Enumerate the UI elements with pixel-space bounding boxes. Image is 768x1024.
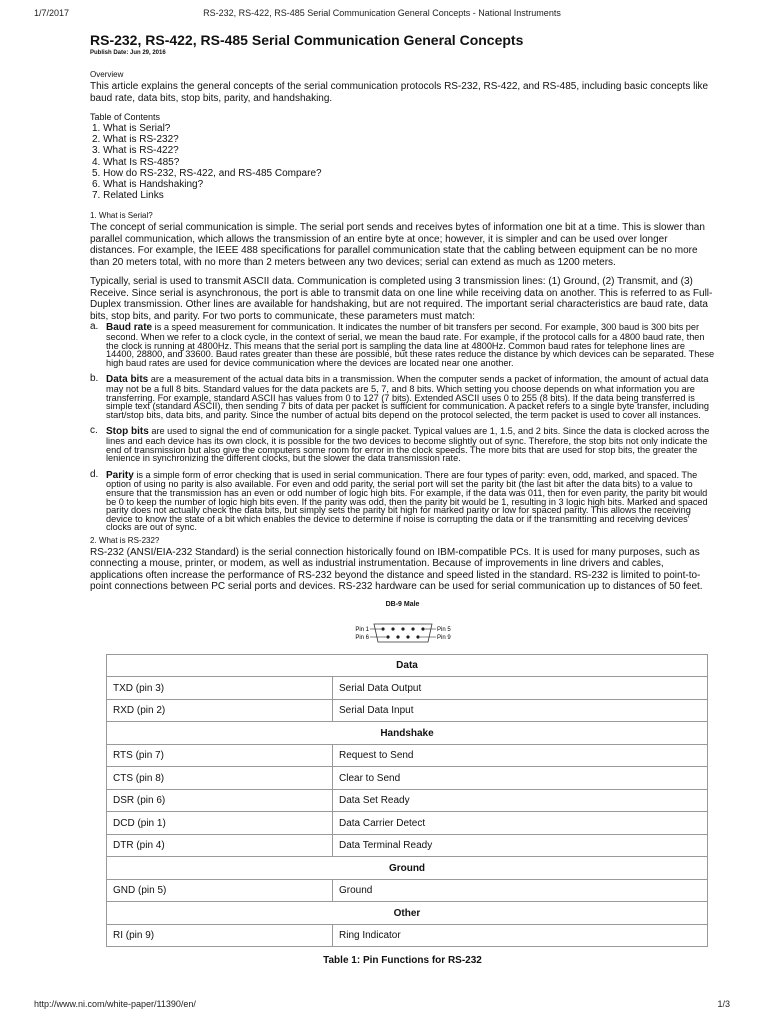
signal-cell: GND (pin 5) bbox=[107, 879, 333, 902]
table-group-row bbox=[107, 857, 708, 880]
toc-link[interactable]: 3. What is RS-422? bbox=[92, 145, 179, 157]
toc-link[interactable]: 4. What Is RS-485? bbox=[92, 156, 180, 168]
table-row bbox=[107, 812, 708, 835]
serial-characteristics-list bbox=[90, 323, 715, 531]
table-row bbox=[107, 744, 708, 767]
table-caption: Table 1: Pin Functions for RS-232 bbox=[323, 955, 482, 967]
table-group-row bbox=[107, 722, 708, 745]
pin-label-9: Pin 9 bbox=[436, 634, 451, 641]
print-header bbox=[34, 8, 730, 22]
print-date: 1/7/2017 bbox=[34, 8, 70, 18]
table-of-contents bbox=[90, 123, 715, 201]
connector-outline bbox=[374, 624, 432, 642]
signal-cell: DSR (pin 6) bbox=[107, 789, 333, 812]
overview-text: This article explains the general concepts of the serial communication protocols RS-232, RS-422, and RS-485, including basic concepts like baud rate, data bits, stop bits, parity, and handshaking. bbox=[90, 81, 709, 104]
figure-title: DB-9 Male bbox=[385, 600, 420, 608]
pin-label-6: Pin 6 bbox=[354, 634, 369, 641]
article bbox=[90, 32, 715, 966]
group-header: Ground bbox=[107, 857, 708, 880]
page-title: RS-232, RS-422, RS-485 Serial Communication General Concepts bbox=[90, 32, 524, 48]
signal-cell: RI (pin 9) bbox=[107, 924, 333, 947]
db9-connector-diagram bbox=[348, 622, 458, 644]
function-cell: Serial Data Output bbox=[333, 677, 708, 700]
term: Parity bbox=[106, 469, 134, 481]
function-cell: Data Set Ready bbox=[333, 789, 708, 812]
list-item bbox=[90, 373, 715, 420]
function-cell: Data Terminal Ready bbox=[333, 834, 708, 857]
pin-functions-table bbox=[106, 654, 708, 948]
definition: is a speed measurement for communication. It indicates the number of bit transfers per second. For example, 300 baud is 300 bits per second. When we refer to a clock cycle, in the context of serial, we mean the baud rate. For example, if the protocol calls for a 4800 baud rate, then the clock is running at 4800Hz. This means that the serial port is sampling the data line at 4800Hz. Common baud rates for telephone lines are 14400, 28800, and 33600. Baud rates greater than these are possible, but these rates reduce the distance by which devices can be separated. These high baud rates are used for device communication where the devices are located near one another. bbox=[106, 322, 715, 368]
table-group-row bbox=[107, 654, 708, 677]
table-group-row bbox=[107, 902, 708, 925]
list-marker: b. bbox=[90, 373, 99, 385]
function-cell: Ring Indicator bbox=[333, 924, 708, 947]
print-title: RS-232, RS-422, RS-485 Serial Communication General Concepts - National Instruments bbox=[203, 8, 561, 18]
term: Stop bits bbox=[106, 426, 149, 438]
list-item bbox=[90, 468, 715, 533]
paragraph: Typically, serial is used to transmit ASCII data. Communication is completed using 3 transmission lines: (1) Ground, (2) Transmit, and (3) Receive. Since serial is asynchronous, the port is able to transmit data on one line while receiving data on another. This is referred to as Full-Duplex transmission. Other lines are available for handshaking, but are not required. The important serial characteristics are baud rate, data bits, stop bits, and parity. For two ports to communicate, these parameters must match: bbox=[90, 276, 713, 322]
paragraph: The concept of serial communication is simple. The serial port sends and receives bytes of information one bit at a time. This is slower than parallel communication, which allows the transmission of an entire byte at once; however, it is simpler and can be used over longer distances. For example, the IEEE 488 specifications for parallel communication state that the cabling between equipment can be no more than 20 meters total, with no more than 2 meters between any two devices; serial can extend as much as 1200 meters. bbox=[90, 222, 705, 268]
pin-dots bbox=[381, 627, 424, 638]
signal-cell: DCD (pin 1) bbox=[107, 812, 333, 835]
list-item bbox=[90, 425, 715, 464]
group-header: Data bbox=[107, 654, 708, 677]
definition: are a measurement of the actual data bits in a transmission. When the computer sends a packet of information, the amount of actual data may not be a full 8 bits. Standard values for the data packets are 5, 7, and 8 bits. Which setting you choose depends on what information you are transferring. For example, standard ASCII has values from 0 to 127 (7 bits). Extended ASCII uses 0 to 255 (8 bits). If the data being transferred is simple text (standard ASCII), then sending 7 bits of data per packet is sufficient for communication. A packet refers to a single byte transfer, including start/stop bits, data bits, and parity. Since the number of actual bits depend on the protocol selected, the term packet is used to cover all instances. bbox=[106, 374, 709, 420]
term: Data bits bbox=[106, 374, 149, 386]
function-cell: Ground bbox=[333, 879, 708, 902]
print-footer bbox=[34, 999, 730, 1013]
toc-link[interactable]: 7. Related Links bbox=[92, 190, 164, 202]
toc-heading: Table of Contents bbox=[90, 112, 161, 122]
list-marker: d. bbox=[90, 468, 99, 480]
function-cell: Clear to Send bbox=[333, 767, 708, 790]
function-cell: Serial Data Input bbox=[333, 699, 708, 722]
section-heading: 2. What is RS-232? bbox=[90, 535, 160, 545]
list-item bbox=[90, 321, 715, 368]
function-cell: Request to Send bbox=[333, 744, 708, 767]
print-page-number: 1/3 bbox=[717, 999, 730, 1009]
signal-cell: RXD (pin 2) bbox=[107, 699, 333, 722]
toc-link[interactable]: 5. How do RS-232, RS-422, and RS-485 Compare? bbox=[92, 167, 322, 179]
group-header: Handshake bbox=[107, 722, 708, 745]
table-row bbox=[107, 924, 708, 947]
toc-link[interactable]: 1. What is Serial? bbox=[92, 123, 171, 134]
toc-link[interactable]: 6. What is Handshaking? bbox=[92, 179, 204, 191]
signal-cell: DTR (pin 4) bbox=[107, 834, 333, 857]
table-row bbox=[107, 677, 708, 700]
table-row bbox=[107, 699, 708, 722]
print-url: http://www.ni.com/white-paper/11390/en/ bbox=[34, 999, 196, 1009]
function-cell: Data Carrier Detect bbox=[333, 812, 708, 835]
group-header: Other bbox=[107, 902, 708, 925]
overview-heading: Overview bbox=[90, 70, 124, 79]
signal-cell: CTS (pin 8) bbox=[107, 767, 333, 790]
definition: is a simple form of error checking that is used in serial communication. There are four types of parity: even, odd, marked, and spaced. The option of using no parity is also available. For even and odd parity, the serial port will set the parity bit (the last bit after the data bits) to a value to ensure that the transmission has an even or odd number of logic high bits. For example, if the data was 011, then for even parity, the parity bit would be 0 to keep the number of logic high bits even. If the parity was odd, then the parity bit would be 1, resulting in 3 logic high bits. Marked and spaced parity does not actually check the data bits, but simply sets the parity bit high for marked parity or low for spaced parity. This allows the receiving device to know the state of a bit which enables the device to determine if noise is corrupting the data or if the transmitting and receiving devices' clocks are out of sync. bbox=[106, 469, 708, 533]
definition: are used to signal the end of communication for a single packet. Typical values are 1, 1.5, and 2 bits. Since the data is clocked across the lines and each device has its own clock, it is possible for the two devices to become slightly out of sync. Therefore, the stop bits not only indicate the end of transmission but also give the computers some room for error in the clock speeds. The more bits that are used for stop bits, the greater the lenience in synchronizing the different clocks, but the slower the data transmission rate. bbox=[106, 426, 710, 464]
table-row bbox=[107, 767, 708, 790]
db9-figure bbox=[90, 601, 715, 644]
section-heading: 1. What is Serial? bbox=[90, 211, 153, 221]
signal-cell: RTS (pin 7) bbox=[107, 744, 333, 767]
paragraph: RS-232 (ANSI/EIA-232 Standard) is the serial connection historically found on IBM-compatible PCs. It is used for many purposes, such as connecting a mouse, printer, or modem, as well as industrial instrumentation. Because of improvements in line drivers and cables, applications often increase the performance of RS-232 beyond the distance and speed listed in the standard. RS-232 is limited to point-to-point connections between PC serial ports and devices. RS-232 hardware can be used for serial communication up to distances of 50 feet. bbox=[90, 546, 703, 593]
pin-label-5: Pin 5 bbox=[436, 626, 451, 633]
list-marker: c. bbox=[90, 425, 98, 437]
pin-label-1: Pin 1 bbox=[354, 626, 369, 633]
toc-link[interactable]: 2. What is RS-232? bbox=[92, 134, 179, 146]
list-marker: a. bbox=[90, 321, 99, 333]
table-row bbox=[107, 879, 708, 902]
signal-cell: TXD (pin 3) bbox=[107, 677, 333, 700]
table-row bbox=[107, 834, 708, 857]
term: Baud rate bbox=[106, 322, 153, 334]
table-row bbox=[107, 789, 708, 812]
publish-date: Publish Date: Jun 29, 2016 bbox=[90, 50, 166, 56]
